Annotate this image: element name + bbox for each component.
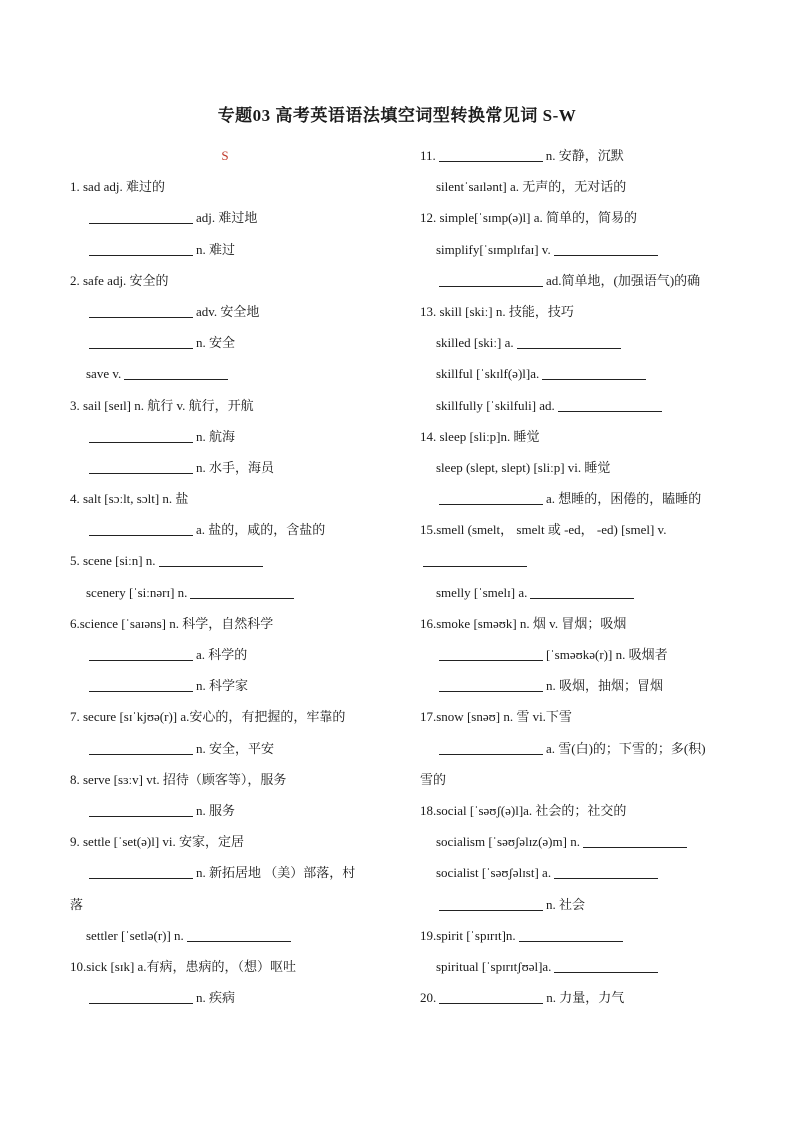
line-definition: n. 水手，海员 — [196, 459, 275, 475]
line-text: 15.smell (smelt， smelt 或 -ed， -ed) [smel] v. — [420, 522, 667, 538]
answer-blank[interactable] — [554, 241, 658, 256]
answer-blank[interactable] — [530, 584, 634, 599]
line-definition: n. 社会 — [546, 896, 586, 912]
vocab-line — [420, 951, 730, 982]
line-definition: n. 安全，平安 — [196, 740, 275, 756]
line-text: 落 — [70, 896, 84, 912]
vocab-line — [70, 889, 400, 920]
line-text: socialism [ˈsəʊʃəlɪz(ə)m] n. — [436, 834, 580, 850]
answer-blank[interactable] — [190, 584, 294, 599]
line-definition: a. 想睡的，困倦的，瞌睡的 — [546, 491, 702, 507]
answer-blank[interactable] — [187, 927, 291, 942]
line-definition: n. 安静，沉默 — [545, 148, 624, 163]
vocab-line — [420, 701, 730, 732]
line-definition: n. 航海 — [196, 428, 236, 444]
line-text: 10.sick [sɪk] a.有病，患病的，（想）呕吐 — [70, 958, 297, 974]
line-definition: n. 科学家 — [196, 678, 249, 694]
vocab-line — [420, 234, 730, 265]
answer-blank[interactable] — [439, 740, 543, 755]
vocab-line — [70, 608, 400, 639]
vocab-line — [420, 826, 730, 857]
vocab-line — [420, 920, 730, 951]
answer-blank[interactable] — [439, 896, 543, 911]
answer-blank[interactable] — [439, 646, 543, 661]
vocab-line — [70, 265, 400, 296]
answer-blank[interactable] — [89, 646, 193, 661]
line-definition: n. 服务 — [196, 802, 236, 818]
line-text: 6.science [ˈsaɪəns] n. 科学，自然科学 — [70, 615, 274, 631]
vocab-line — [420, 421, 730, 452]
line-text: 4. salt [sɔːlt, sɔlt] n. 盐 — [70, 491, 189, 507]
vocab-line — [420, 608, 730, 639]
answer-blank[interactable] — [89, 677, 193, 692]
vocab-line — [420, 982, 730, 1013]
vocab-line — [420, 202, 730, 233]
line-text: 16.smoke [sməʊk] n. 烟 v. 冒烟；吸烟 — [420, 615, 627, 631]
page-title: 专题03 高考英语语法填空词型转换常见词 S-W — [217, 106, 577, 125]
vocab-line — [70, 951, 400, 982]
line-text: silentˈsaɪlənt] a. 无声的，无对话的 — [436, 179, 627, 195]
line-definition: ad.简单地，(加强语气)的确 — [546, 272, 701, 288]
vocab-line — [420, 545, 730, 576]
vocab-line — [70, 296, 400, 327]
answer-blank[interactable] — [558, 397, 662, 412]
right-column — [420, 140, 730, 1013]
line-text: 7. secure [sɪˈkjʊə(r)] a.安心的，有把握的，牢靠的 — [70, 709, 346, 725]
line-definition: a. 科学的 — [196, 647, 248, 662]
answer-blank[interactable] — [439, 490, 543, 505]
line-text: 2. safe adj. 安全的 — [70, 272, 169, 288]
line-text: smelly [ˈsmelɪ] a. — [436, 584, 528, 600]
vocab-line — [70, 857, 400, 888]
line-text: 3. sail [seɪl] n. 航行 v. 航行，开航 — [70, 397, 254, 413]
line-text: 雪的 — [420, 771, 447, 787]
line-text: socialist [ˈsəʊʃəlɪst] a. — [436, 865, 552, 881]
line-text: 12. simple[ˈsɪmp(ə)l] a. 简单的，简易的 — [420, 210, 637, 226]
vocab-line — [420, 265, 730, 296]
answer-blank[interactable] — [439, 272, 543, 287]
vocab-line — [420, 764, 730, 795]
answer-blank[interactable] — [439, 147, 543, 162]
vocab-line — [70, 826, 400, 857]
line-text: scenery [ˈsiːnərɪ] n. — [86, 584, 188, 600]
vocab-line — [70, 421, 400, 452]
line-text: 1. sad adj. 难过的 — [70, 179, 165, 195]
line-text: save v. — [86, 366, 122, 382]
vocab-line — [420, 795, 730, 826]
line-definition: adj. 难过地 — [196, 210, 258, 226]
line-definition: S — [221, 148, 229, 163]
vocab-line — [420, 358, 730, 389]
line-definition: a. 盐的，咸的，含盐的 — [196, 522, 326, 538]
vocab-line — [70, 390, 400, 421]
vocab-line — [70, 327, 400, 358]
answer-blank[interactable] — [554, 958, 658, 973]
vocab-line — [70, 171, 400, 202]
line-definition: n. 吸烟，抽烟；冒烟 — [546, 678, 664, 694]
vocab-line — [70, 452, 400, 483]
answer-blank[interactable] — [583, 833, 687, 848]
line-definition: [ˈsməʊkə(r)] n. 吸烟者 — [546, 647, 668, 662]
line-definition: n. 安全 — [196, 335, 236, 351]
vocab-line — [70, 358, 400, 389]
left-column — [70, 140, 400, 1013]
line-text: 14. sleep [sliːp]n. 睡觉 — [420, 428, 540, 444]
answer-blank[interactable] — [439, 677, 543, 692]
vocab-line — [420, 390, 730, 421]
vocab-line — [420, 857, 730, 888]
line-text: 8. serve [sɜːv] vt. 招待（顾客等），服务 — [70, 771, 287, 787]
vocab-line — [70, 545, 400, 576]
answer-blank[interactable] — [89, 802, 193, 817]
line-definition: n. 难过 — [196, 241, 236, 257]
line-text: skillful [ˈskɪlf(ə)l]a. — [436, 366, 540, 382]
answer-blank[interactable] — [89, 459, 193, 474]
vocab-line — [70, 920, 400, 951]
answer-blank[interactable] — [89, 209, 193, 224]
vocab-line — [420, 514, 730, 545]
answer-blank[interactable] — [159, 552, 263, 567]
line-definition: a. 雪(白)的；下雪的；多(积) — [546, 740, 706, 756]
answer-blank[interactable] — [89, 521, 193, 536]
line-text: simplify[ˈsɪmplɪfaɪ] v. — [436, 241, 551, 257]
line-text: 18.social [ˈsəʊʃ(ə)l]a. 社会的；社交的 — [420, 802, 627, 818]
vocab-line — [70, 514, 400, 545]
vocab-line — [420, 670, 730, 701]
line-text: 11. — [420, 148, 436, 163]
vocab-line — [70, 202, 400, 233]
answer-blank[interactable] — [124, 365, 228, 380]
answer-blank[interactable] — [554, 864, 658, 879]
vocab-line — [70, 764, 400, 795]
vocab-line — [70, 577, 400, 608]
line-text: 5. scene [siːn] n. — [70, 553, 156, 569]
vocab-line — [420, 577, 730, 608]
answer-blank[interactable] — [89, 989, 193, 1004]
vocab-line — [70, 795, 400, 826]
line-text: spiritual [ˈspɪrɪtʃʊəl]a. — [436, 958, 552, 974]
vocab-line — [420, 296, 730, 327]
line-definition: n. 新拓居地 （美）部落，村 — [196, 865, 356, 881]
answer-blank[interactable] — [439, 989, 543, 1004]
line-text: 9. settle [ˈset(ə)l] vi. 安家，定居 — [70, 834, 245, 850]
vocab-line — [70, 733, 400, 764]
vocab-line — [70, 982, 400, 1013]
vocab-line — [420, 483, 730, 514]
line-text: 19.spirit [ˈspɪrɪt]n. — [420, 927, 516, 943]
vocab-line — [420, 171, 730, 202]
answer-blank[interactable] — [542, 365, 646, 380]
vocab-line — [420, 452, 730, 483]
vocab-line — [420, 733, 730, 764]
vocab-line — [420, 327, 730, 358]
line-text: sleep (slept, slept) [sliːp] vi. 睡觉 — [436, 459, 611, 475]
line-text: skillfully [ˈskilfuli] ad. — [436, 397, 555, 413]
vocab-line — [420, 639, 730, 670]
answer-blank[interactable] — [89, 864, 193, 879]
answer-blank[interactable] — [89, 303, 193, 318]
answer-blank[interactable] — [517, 334, 621, 349]
answer-blank[interactable] — [89, 334, 193, 349]
vocab-line — [70, 140, 400, 171]
vocab-line — [70, 234, 400, 265]
answer-blank[interactable] — [519, 927, 623, 942]
vocab-line — [70, 483, 400, 514]
vocab-line — [70, 639, 400, 670]
answer-blank[interactable] — [89, 740, 193, 755]
line-definition: n. 疾病 — [196, 990, 236, 1006]
line-text: 13. skill [skiː] n. 技能，技巧 — [420, 303, 574, 319]
answer-blank[interactable] — [89, 241, 193, 256]
line-definition: n. 力量，力气 — [546, 990, 625, 1006]
answer-blank[interactable] — [423, 552, 527, 567]
line-text: 20. — [420, 990, 437, 1006]
line-text: skilled [skiː] a. — [436, 335, 514, 351]
vocab-line — [70, 670, 400, 701]
vocab-line — [70, 701, 400, 732]
line-text: 17.snow [snəʊ] n. 雪 vi.下雪 — [420, 709, 572, 725]
vocab-line — [420, 889, 730, 920]
answer-blank[interactable] — [89, 428, 193, 443]
line-text: settler [ˈsetlə(r)] n. — [86, 927, 184, 943]
line-definition: adv. 安全地 — [196, 303, 260, 319]
vocab-line — [420, 140, 730, 171]
